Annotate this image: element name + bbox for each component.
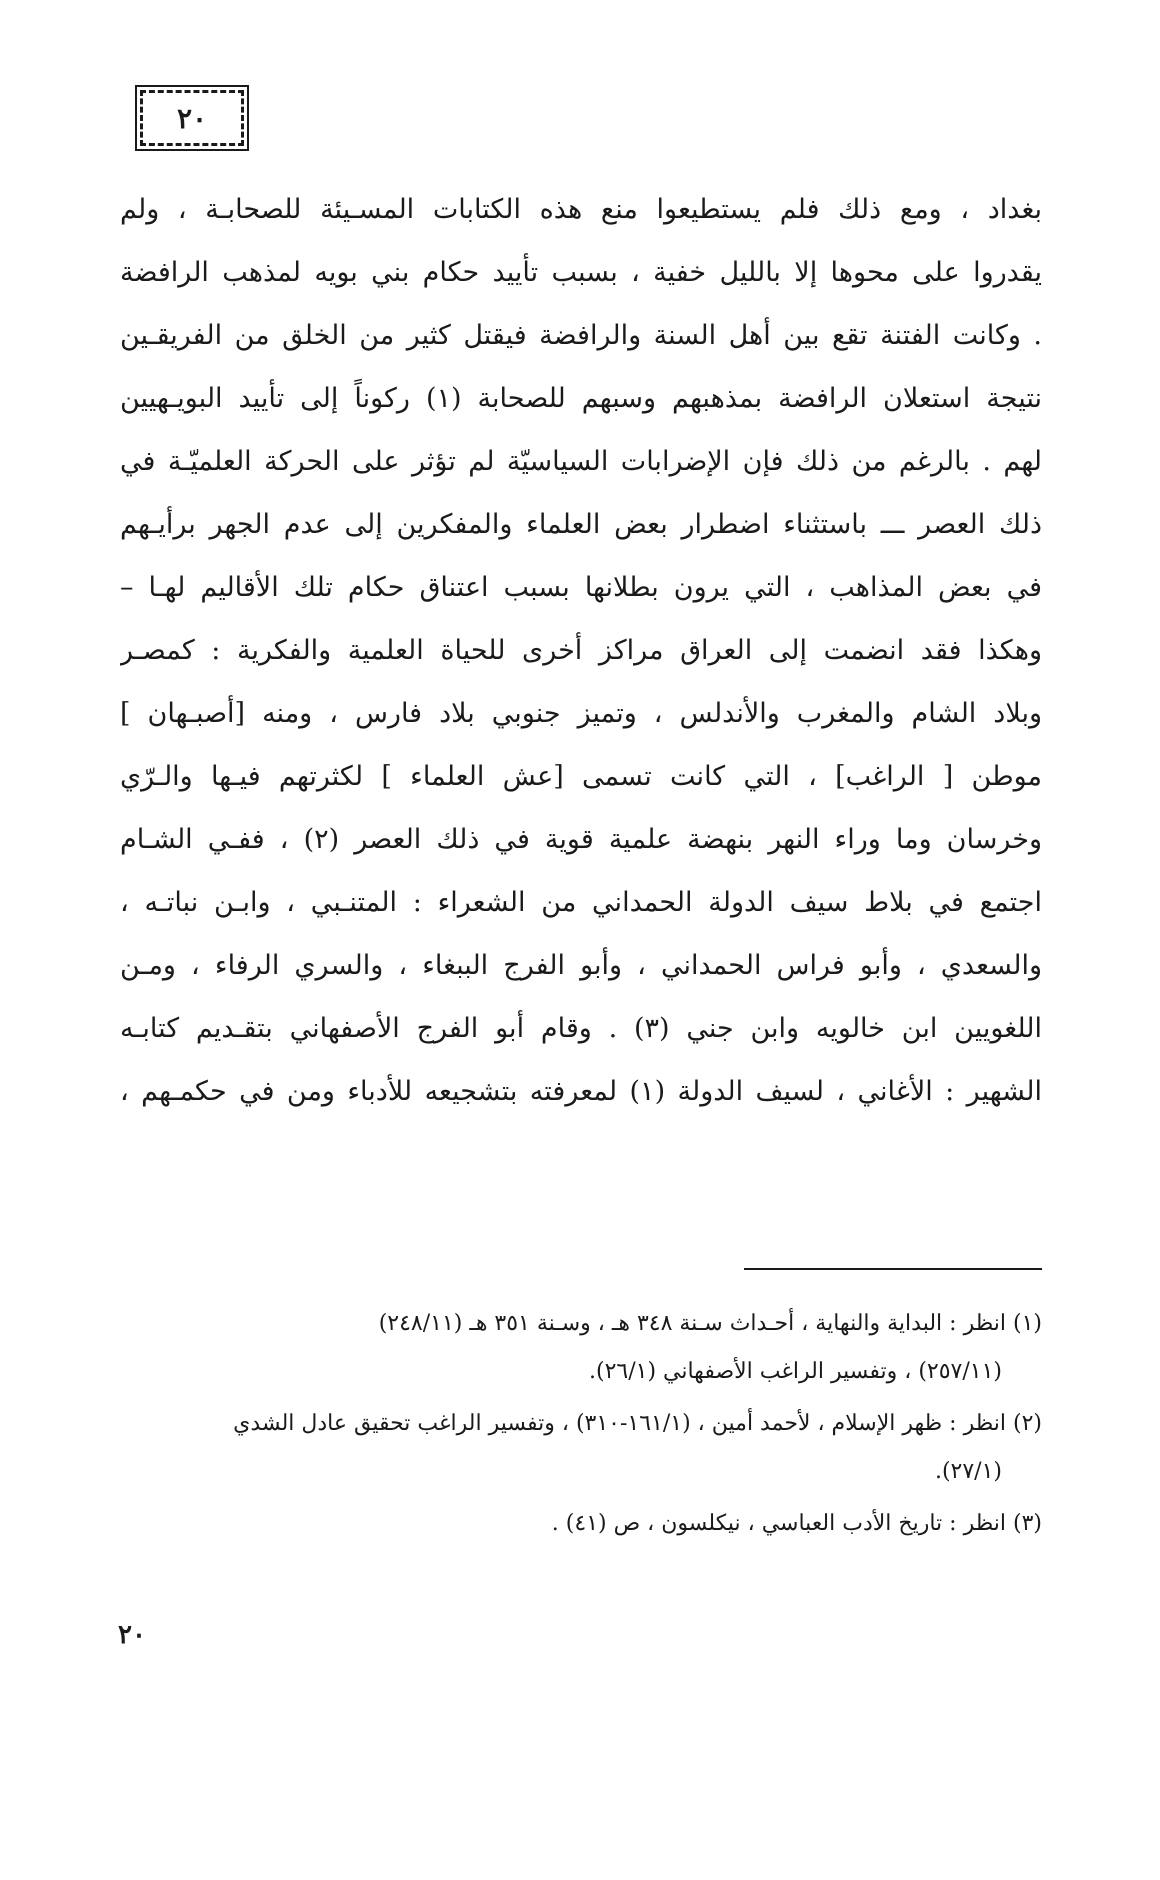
body-line: . وكانت الفتنة تقع بين أهل السنة والرافضة فيقتل كثير من الخلق من الفريقـين <box>120 320 1042 351</box>
footnote-1-line1: (١) انظر : البداية والنهاية ، أحـداث سـنة ٣٤٨ هـ ، وسـنة ٣٥١ هـ (٢٤٨/١١) <box>378 1311 1042 1336</box>
body-line: في بعض المذاهب ، التي يرون بطلانها بسبب اعتناق حكام تلك الأقاليم لهـا – <box>120 572 1042 603</box>
body-text <box>120 178 1042 1123</box>
footnote-2-line1: (٢) انظر : ظهر الإسلام ، لأحمد أمين ، (١٦١/١-٣١٠) ، وتفسير الراغب تحقيق عادل الشدي <box>233 1411 1042 1436</box>
body-line: وبلاد الشام والمغرب والأندلس ، وتميز جنوبي بلاد فارس ، ومنه [أصبـهان ] <box>120 698 1042 729</box>
body-line: يقدروا على محوها إلا بالليل خفية ، بسبب تأييد حكام بني بويه لمذهب الرافضة <box>120 257 1042 288</box>
body-line: نتيجة استعلان الرافضة بمذهبهم وسبهم للصحابة (١) ركوناً إلى تأييد البويـهيين <box>120 383 1042 414</box>
footnotes <box>120 1300 1042 1552</box>
body-line: والسعدي ، وأبو فراس الحمداني ، وأبو الفرج الببغاء ، والسري الرفاء ، ومـن <box>120 950 1042 981</box>
footnote-3 <box>120 1500 1042 1548</box>
page-number-header <box>140 90 244 146</box>
footnote-2 <box>120 1400 1042 1496</box>
body-line: اجتمع في بلاط سيف الدولة الحمداني من الشعراء : المتنـبي ، وابـن نباتـه ، <box>120 887 1042 918</box>
body-line: وخرسان وما وراء النهر بنهضة علمية قوية في ذلك العصر (٢) ، ففـي الشـام <box>120 824 1042 855</box>
body-line: اللغويين ابن خالويه وابن جني (٣) . وقام أبو الفرج الأصفهاني بتقـديم كتابـه <box>120 1013 1042 1044</box>
footnote-divider <box>744 1268 1042 1270</box>
page-number-footer: ٢٠ <box>118 1620 146 1650</box>
footnote-1-line2: (٢٥٧/١١) ، وتفسير الراغب الأصفهاني (٢٦/١). <box>588 1359 1002 1384</box>
footnote-3-line1: (٣) انظر : تاريخ الأدب العباسي ، نيكلسون ، ص (٤١) . <box>551 1511 1042 1536</box>
footnote-2-line2: (٢٧/١). <box>934 1459 1002 1484</box>
body-line: موطن [ الراغب] ، التي كانت تسمى [عش العلماء ] لكثرتهم فيـها والـرّي <box>120 761 1042 792</box>
body-line: الشهير : الأغاني ، لسيف الدولة (١) لمعرفته بتشجيعه للأدباء ومن في حكمـهم ، <box>120 1076 1042 1107</box>
footnote-1 <box>120 1300 1042 1396</box>
body-line: لهم . بالرغم من ذلك فإن الإضرابات السياسيّة لم تؤثر على الحركة العلميّـة في <box>120 446 1042 477</box>
body-line: بغداد ، ومع ذلك فلم يستطيعوا منع هذه الكتابات المسـيئة للصحابـة ، ولم <box>120 194 1042 225</box>
body-line: ذلك العصر ـــ باستثناء اضطرار بعض العلماء والمفكرين إلى عدم الجهر برأيـهم <box>120 509 1042 540</box>
page-number-header-text: ٢٠ <box>176 101 208 135</box>
body-line: وهكذا فقد انضمت إلى العراق مراكز أخرى للحياة العلمية والفكرية : كمصـر <box>120 635 1042 666</box>
